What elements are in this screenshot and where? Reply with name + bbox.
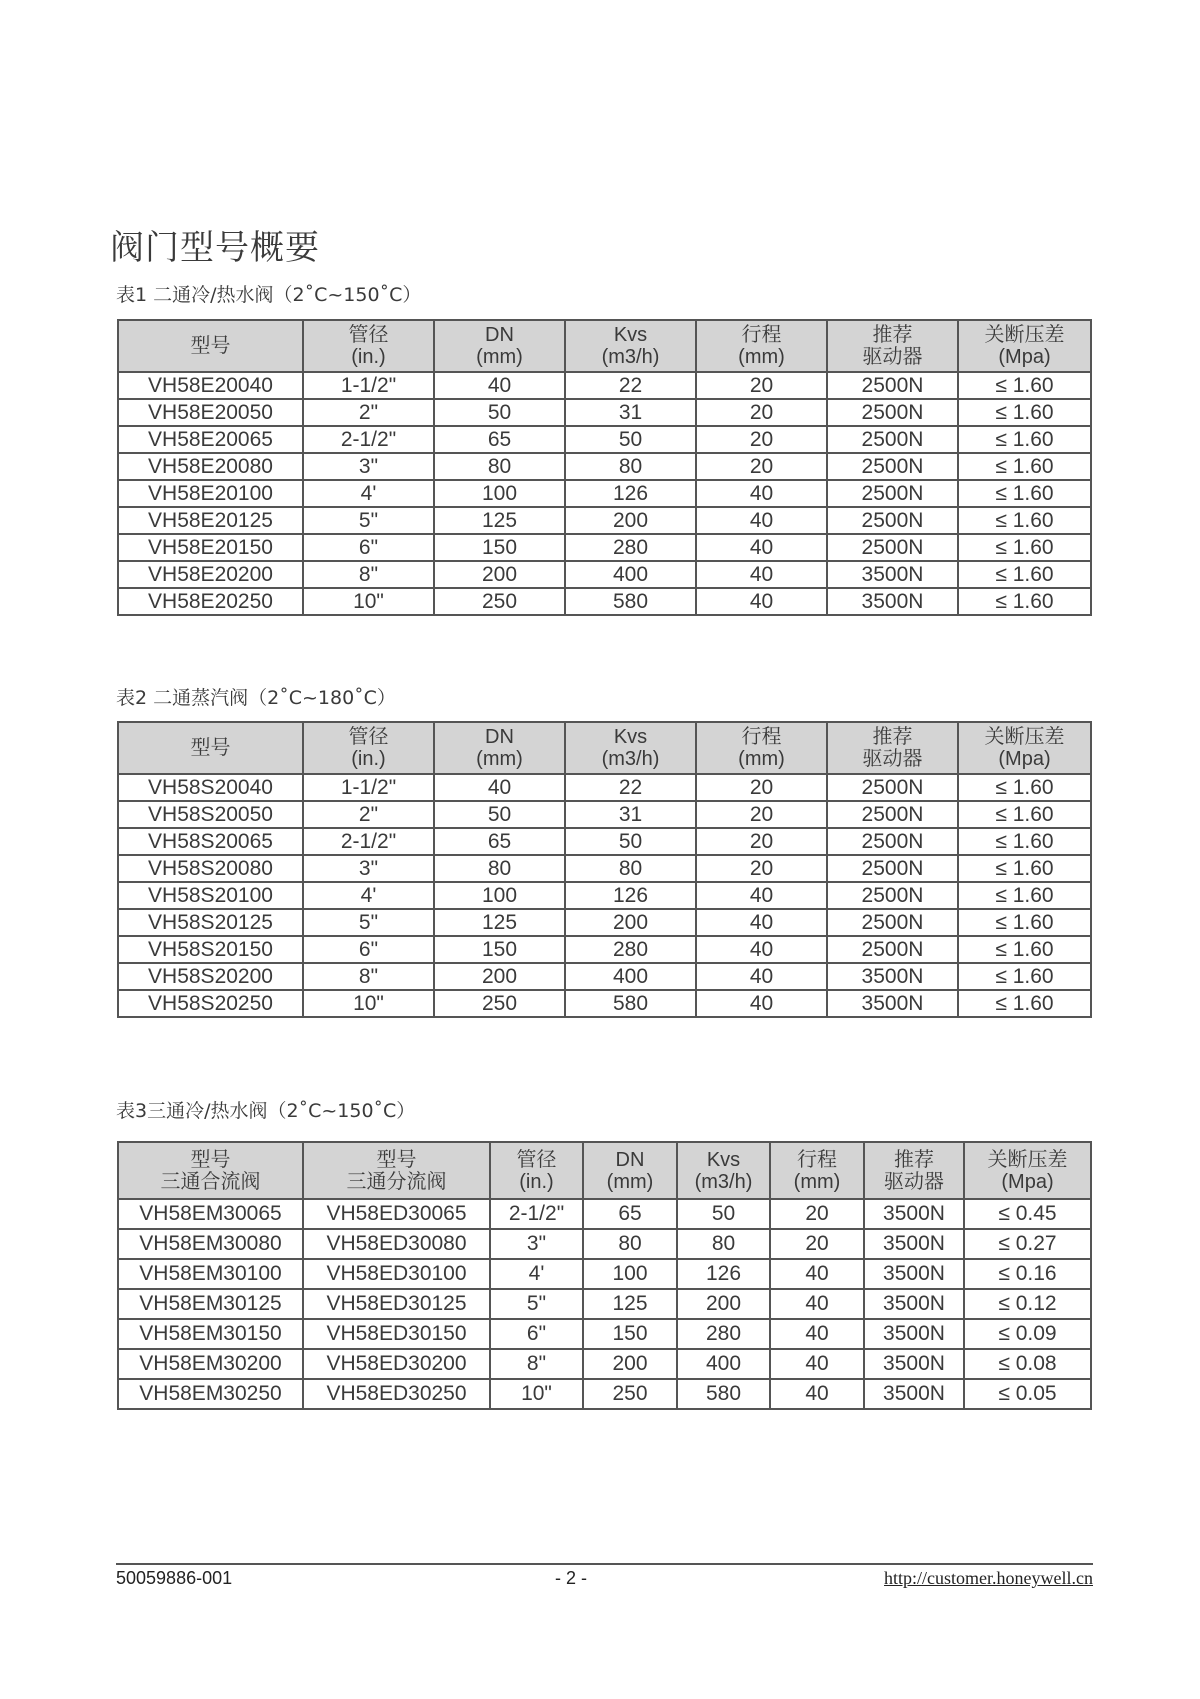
table-cell: 250 <box>434 990 565 1017</box>
table1-valve-2way-water <box>117 319 1092 616</box>
table-row <box>118 882 1091 909</box>
table-cell: ≤ 1.60 <box>958 588 1091 615</box>
table-cell: 40 <box>696 480 827 507</box>
table-cell: 126 <box>677 1259 770 1289</box>
table-row <box>118 588 1091 615</box>
column-header <box>770 1142 864 1199</box>
table-cell: 6" <box>490 1319 583 1349</box>
table-cell: 200 <box>434 561 565 588</box>
column-header-line: 推荐 <box>894 1148 934 1171</box>
table-cell: 4' <box>303 882 434 909</box>
table-cell: 20 <box>696 801 827 828</box>
header-row <box>118 320 1091 372</box>
table-cell: 2500N <box>827 909 958 936</box>
table-row <box>118 1229 1091 1259</box>
table1-body <box>118 372 1091 615</box>
table-cell: 2" <box>303 801 434 828</box>
table-cell: 250 <box>434 588 565 615</box>
table-cell: 100 <box>434 480 565 507</box>
table-cell: VH58E20150 <box>118 534 303 561</box>
table-cell: ≤ 1.60 <box>958 561 1091 588</box>
table-cell: 20 <box>696 774 827 801</box>
column-header-line: 三通分流阀 <box>346 1170 447 1193</box>
table-cell: 50 <box>565 426 696 453</box>
table-cell: ≤ 1.60 <box>958 774 1091 801</box>
table-cell: VH58ED30200 <box>303 1349 490 1379</box>
table-cell: 31 <box>565 801 696 828</box>
table-cell: 2500N <box>827 936 958 963</box>
column-header-line: 型号 <box>190 1148 231 1171</box>
table-cell: ≤ 0.16 <box>964 1259 1091 1289</box>
column-header <box>696 320 827 372</box>
column-header-line: 型号 <box>376 1148 417 1171</box>
table-cell: ≤ 1.60 <box>958 801 1091 828</box>
table-row <box>118 855 1091 882</box>
table-cell: VH58EM30250 <box>118 1379 303 1409</box>
table-row <box>118 480 1091 507</box>
table-cell: VH58S20200 <box>118 963 303 990</box>
table-cell: 40 <box>770 1349 864 1379</box>
table3-header <box>118 1142 1091 1199</box>
table-cell: 40 <box>696 561 827 588</box>
table-cell: 20 <box>696 399 827 426</box>
column-header <box>864 1142 964 1199</box>
table-cell: 3500N <box>864 1289 964 1319</box>
column-header-line: (m3/h) <box>601 346 660 368</box>
table-cell: 2500N <box>827 399 958 426</box>
column-header-line: 型号 <box>190 335 231 357</box>
column-header-line: DN <box>485 324 514 346</box>
table-cell: 5" <box>490 1289 583 1319</box>
table-cell: 3500N <box>827 990 958 1017</box>
column-header <box>583 1142 677 1199</box>
table-cell: VH58S20065 <box>118 828 303 855</box>
table-row <box>118 507 1091 534</box>
table-row <box>118 1319 1091 1349</box>
table-cell: VH58ED30125 <box>303 1289 490 1319</box>
table-cell: 3500N <box>864 1199 964 1229</box>
column-header-line: 关断压差 <box>984 726 1065 748</box>
table-cell: 580 <box>565 588 696 615</box>
column-header-line: 行程 <box>741 324 782 346</box>
table-cell: 10" <box>303 990 434 1017</box>
table-cell: 2500N <box>827 534 958 561</box>
table-cell: 2500N <box>827 507 958 534</box>
table-cell: 2500N <box>827 882 958 909</box>
table-cell: 20 <box>696 855 827 882</box>
table1-header <box>118 320 1091 372</box>
table-cell: 20 <box>696 828 827 855</box>
table-cell: ≤ 1.60 <box>958 909 1091 936</box>
table-cell: 40 <box>434 372 565 399</box>
table-cell: 125 <box>583 1289 677 1319</box>
table-cell: VH58S20040 <box>118 774 303 801</box>
table-row <box>118 1349 1091 1379</box>
table-cell: 200 <box>677 1289 770 1319</box>
table-row <box>118 1259 1091 1289</box>
column-header <box>303 320 434 372</box>
table-cell: 40 <box>696 963 827 990</box>
table-cell: 280 <box>565 936 696 963</box>
table-cell: VH58E20125 <box>118 507 303 534</box>
table-cell: 6" <box>303 936 434 963</box>
table-cell: 200 <box>565 909 696 936</box>
table-cell: 2-1/2" <box>490 1199 583 1229</box>
table-cell: VH58E20080 <box>118 453 303 480</box>
table-cell: 126 <box>565 882 696 909</box>
table-row <box>118 1289 1091 1319</box>
table-cell: VH58S20080 <box>118 855 303 882</box>
table-cell: ≤ 1.60 <box>958 936 1091 963</box>
table-cell: 5" <box>303 909 434 936</box>
column-header-line: DN <box>615 1148 645 1171</box>
table-row <box>118 1199 1091 1229</box>
table-cell: 50 <box>565 828 696 855</box>
table-cell: VH58E20100 <box>118 480 303 507</box>
table-row <box>118 909 1091 936</box>
table-cell: 20 <box>696 372 827 399</box>
table-cell: 40 <box>770 1259 864 1289</box>
table-cell: 3500N <box>864 1379 964 1409</box>
table-cell: 20 <box>770 1229 864 1259</box>
table-cell: VH58S20100 <box>118 882 303 909</box>
table-cell: VH58ED30150 <box>303 1319 490 1349</box>
column-header <box>696 722 827 774</box>
table-cell: VH58E20250 <box>118 588 303 615</box>
page-title: 阀门型号概要 <box>110 228 320 268</box>
table-cell: 3500N <box>864 1319 964 1349</box>
table-cell: 100 <box>434 882 565 909</box>
table-cell: 8" <box>303 963 434 990</box>
table-cell: VH58ED30080 <box>303 1229 490 1259</box>
column-header-line: (mm) <box>476 748 523 770</box>
table-cell: 40 <box>434 774 565 801</box>
table2-caption: 表2 二通蒸汽阀（2˚C~180˚C） <box>116 687 396 709</box>
column-header-line: 推荐 <box>872 726 913 748</box>
table-cell: ≤ 1.60 <box>958 426 1091 453</box>
footer-page-number: - 2 - <box>555 1568 588 1588</box>
table-cell: 4' <box>490 1259 583 1289</box>
column-header <box>490 1142 583 1199</box>
table-row <box>118 372 1091 399</box>
table-cell: VH58EM30080 <box>118 1229 303 1259</box>
table2-header <box>118 722 1091 774</box>
table-cell: ≤ 0.09 <box>964 1319 1091 1349</box>
column-header <box>118 320 303 372</box>
table-cell: ≤ 1.60 <box>958 855 1091 882</box>
column-header <box>565 320 696 372</box>
table-cell: 80 <box>583 1229 677 1259</box>
table-cell: VH58EM30125 <box>118 1289 303 1319</box>
column-header <box>118 1142 303 1199</box>
table-cell: 4' <box>303 480 434 507</box>
table-cell: 2500N <box>827 480 958 507</box>
column-header-line: (m3/h) <box>694 1170 753 1193</box>
table-row <box>118 534 1091 561</box>
table-cell: VH58E20040 <box>118 372 303 399</box>
table-row <box>118 426 1091 453</box>
column-header-line: (mm) <box>738 748 785 770</box>
table-cell: 40 <box>770 1319 864 1349</box>
table-row <box>118 801 1091 828</box>
table1-caption: 表1 二通冷/热水阀（2˚C~150˚C） <box>116 284 422 306</box>
table-row <box>118 936 1091 963</box>
table-cell: 80 <box>677 1229 770 1259</box>
table-row <box>118 453 1091 480</box>
column-header-line: (in.) <box>351 748 386 770</box>
table-cell: ≤ 1.60 <box>958 882 1091 909</box>
table-cell: 50 <box>677 1199 770 1229</box>
column-header-line: 型号 <box>190 737 231 759</box>
table-cell: 40 <box>696 588 827 615</box>
column-header <box>303 1142 490 1199</box>
table-cell: 2-1/2" <box>303 828 434 855</box>
column-header-line: (Mpa) <box>998 748 1051 770</box>
table-cell: 200 <box>583 1349 677 1379</box>
column-header <box>827 320 958 372</box>
table-cell: VH58E20050 <box>118 399 303 426</box>
table3-body <box>118 1199 1091 1409</box>
table-cell: ≤ 0.12 <box>964 1289 1091 1319</box>
table-cell: 2500N <box>827 774 958 801</box>
table2-valve-2way-steam <box>117 721 1092 1018</box>
table-cell: 580 <box>565 990 696 1017</box>
column-header-line: (mm) <box>476 346 523 368</box>
table-cell: VH58ED30065 <box>303 1199 490 1229</box>
table-cell: ≤ 1.60 <box>958 453 1091 480</box>
table-cell: ≤ 0.05 <box>964 1379 1091 1409</box>
column-header-line: 驱动器 <box>884 1170 944 1193</box>
table-cell: 150 <box>434 936 565 963</box>
table-cell: 200 <box>565 507 696 534</box>
table-cell: 80 <box>434 453 565 480</box>
column-header <box>958 320 1091 372</box>
table-cell: 5" <box>303 507 434 534</box>
table-cell: 6" <box>303 534 434 561</box>
table-row <box>118 990 1091 1017</box>
header-row <box>118 722 1091 774</box>
table-cell: 2500N <box>827 855 958 882</box>
table-cell: 80 <box>565 855 696 882</box>
table-cell: 31 <box>565 399 696 426</box>
table2-body <box>118 774 1091 1017</box>
table-cell: 3" <box>490 1229 583 1259</box>
column-header <box>677 1142 770 1199</box>
table-cell: 10" <box>303 588 434 615</box>
table-cell: 8" <box>303 561 434 588</box>
table-cell: ≤ 1.60 <box>958 399 1091 426</box>
table-cell: 400 <box>677 1349 770 1379</box>
table-cell: 10" <box>490 1379 583 1409</box>
table-cell: 580 <box>677 1379 770 1409</box>
table-cell: 3" <box>303 855 434 882</box>
table-cell: VH58S20050 <box>118 801 303 828</box>
table3-valve-3way-water <box>117 1141 1092 1410</box>
table-cell: 3500N <box>827 588 958 615</box>
table-cell: 3" <box>303 453 434 480</box>
table-cell: 150 <box>583 1319 677 1349</box>
column-header-line: 驱动器 <box>862 346 923 368</box>
table-cell: 3500N <box>864 1349 964 1379</box>
table-cell: ≤ 0.08 <box>964 1349 1091 1379</box>
table-row <box>118 828 1091 855</box>
table-cell: 400 <box>565 963 696 990</box>
column-header-line: 管径 <box>348 324 389 346</box>
table-cell: VH58S20150 <box>118 936 303 963</box>
table-cell: ≤ 1.60 <box>958 372 1091 399</box>
column-header <box>964 1142 1091 1199</box>
column-header <box>434 320 565 372</box>
table-cell: 3500N <box>827 963 958 990</box>
table-cell: VH58S20250 <box>118 990 303 1017</box>
column-header-line: 行程 <box>797 1148 837 1171</box>
table-cell: 200 <box>434 963 565 990</box>
table-cell: 80 <box>565 453 696 480</box>
table-cell: VH58ED30250 <box>303 1379 490 1409</box>
table-cell: VH58EM30200 <box>118 1349 303 1379</box>
table-cell: ≤ 1.60 <box>958 480 1091 507</box>
column-header <box>565 722 696 774</box>
table-cell: 40 <box>696 882 827 909</box>
table-cell: ≤ 0.27 <box>964 1229 1091 1259</box>
footer-doc-number: 50059886-001 <box>116 1568 233 1588</box>
column-header-line: DN <box>485 726 514 748</box>
table-cell: VH58S20125 <box>118 909 303 936</box>
table-cell: 250 <box>583 1379 677 1409</box>
column-header-line: 管径 <box>348 726 389 748</box>
column-header-line: (Mpa) <box>998 346 1051 368</box>
table-cell: 50 <box>434 801 565 828</box>
table-cell: VH58EM30065 <box>118 1199 303 1229</box>
table-cell: 40 <box>770 1379 864 1409</box>
table-cell: ≤ 1.60 <box>958 990 1091 1017</box>
table-cell: 40 <box>696 990 827 1017</box>
table-cell: 65 <box>434 426 565 453</box>
column-header-line: 推荐 <box>872 324 913 346</box>
table-cell: 1-1/2" <box>303 774 434 801</box>
column-header-line: 关断压差 <box>984 324 1065 346</box>
table-cell: 2500N <box>827 801 958 828</box>
table-cell: 22 <box>565 372 696 399</box>
table-cell: ≤ 0.45 <box>964 1199 1091 1229</box>
table-cell: 65 <box>434 828 565 855</box>
column-header-line: (Mpa) <box>1001 1170 1054 1193</box>
table-cell: 40 <box>696 534 827 561</box>
table-cell: 3500N <box>827 561 958 588</box>
column-header-line: (mm) <box>738 346 785 368</box>
table-cell: VH58EM30150 <box>118 1319 303 1349</box>
column-header <box>118 722 303 774</box>
table-cell: 2500N <box>827 453 958 480</box>
table-row <box>118 1379 1091 1409</box>
table-cell: 150 <box>434 534 565 561</box>
column-header-line: (in.) <box>351 346 386 368</box>
column-header-line: 驱动器 <box>862 748 923 770</box>
column-header <box>827 722 958 774</box>
table-row <box>118 963 1091 990</box>
table-cell: 2" <box>303 399 434 426</box>
column-header-line: Kvs <box>706 1148 741 1171</box>
column-header-line: Kvs <box>613 726 648 748</box>
table3-caption: 表3三通冷/热水阀（2˚C~150˚C） <box>116 1100 416 1122</box>
column-header <box>958 722 1091 774</box>
table-cell: 20 <box>696 426 827 453</box>
table-cell: VH58ED30100 <box>303 1259 490 1289</box>
column-header-line: (in.) <box>519 1170 554 1193</box>
table-cell: 1-1/2" <box>303 372 434 399</box>
table-cell: 20 <box>696 453 827 480</box>
table-cell: 125 <box>434 507 565 534</box>
table-cell: 40 <box>770 1289 864 1319</box>
table-cell: ≤ 1.60 <box>958 828 1091 855</box>
table-cell: 65 <box>583 1199 677 1229</box>
table-cell: 3500N <box>864 1229 964 1259</box>
footer-divider <box>116 1563 1093 1565</box>
column-header <box>434 722 565 774</box>
table-cell: 80 <box>434 855 565 882</box>
column-header-line: (m3/h) <box>601 748 660 770</box>
table-cell: 2500N <box>827 426 958 453</box>
table-cell: 40 <box>696 936 827 963</box>
column-header-line: 三通合流阀 <box>160 1170 261 1193</box>
table-cell: VH58E20065 <box>118 426 303 453</box>
table-cell: 2500N <box>827 372 958 399</box>
table-cell: 22 <box>565 774 696 801</box>
column-header-line: (mm) <box>793 1170 841 1193</box>
table-cell: 280 <box>565 534 696 561</box>
table-cell: 50 <box>434 399 565 426</box>
column-header <box>303 722 434 774</box>
footer-url-link[interactable]: http://customer.honeywell.cn <box>884 1568 1093 1588</box>
table-cell: ≤ 1.60 <box>958 963 1091 990</box>
table-cell: ≤ 1.60 <box>958 534 1091 561</box>
column-header-line: 管径 <box>516 1148 557 1171</box>
header-row <box>118 1142 1091 1199</box>
table-cell: 8" <box>490 1349 583 1379</box>
column-header-line: (mm) <box>606 1170 654 1193</box>
table-cell: 125 <box>434 909 565 936</box>
column-header-line: Kvs <box>613 324 648 346</box>
table-cell: 40 <box>696 909 827 936</box>
table-cell: 40 <box>696 507 827 534</box>
table-cell: ≤ 1.60 <box>958 507 1091 534</box>
table-row <box>118 561 1091 588</box>
table-cell: 3500N <box>864 1259 964 1289</box>
table-cell: VH58EM30100 <box>118 1259 303 1289</box>
table-cell: 2500N <box>827 828 958 855</box>
table-cell: 20 <box>770 1199 864 1229</box>
table-row <box>118 399 1091 426</box>
table-cell: 126 <box>565 480 696 507</box>
column-header-line: 行程 <box>741 726 782 748</box>
table-cell: VH58E20200 <box>118 561 303 588</box>
column-header-line: 关断压差 <box>987 1148 1068 1171</box>
table-row <box>118 774 1091 801</box>
table-cell: 400 <box>565 561 696 588</box>
table-cell: 280 <box>677 1319 770 1349</box>
table-cell: 100 <box>583 1259 677 1289</box>
table-cell: 2-1/2" <box>303 426 434 453</box>
